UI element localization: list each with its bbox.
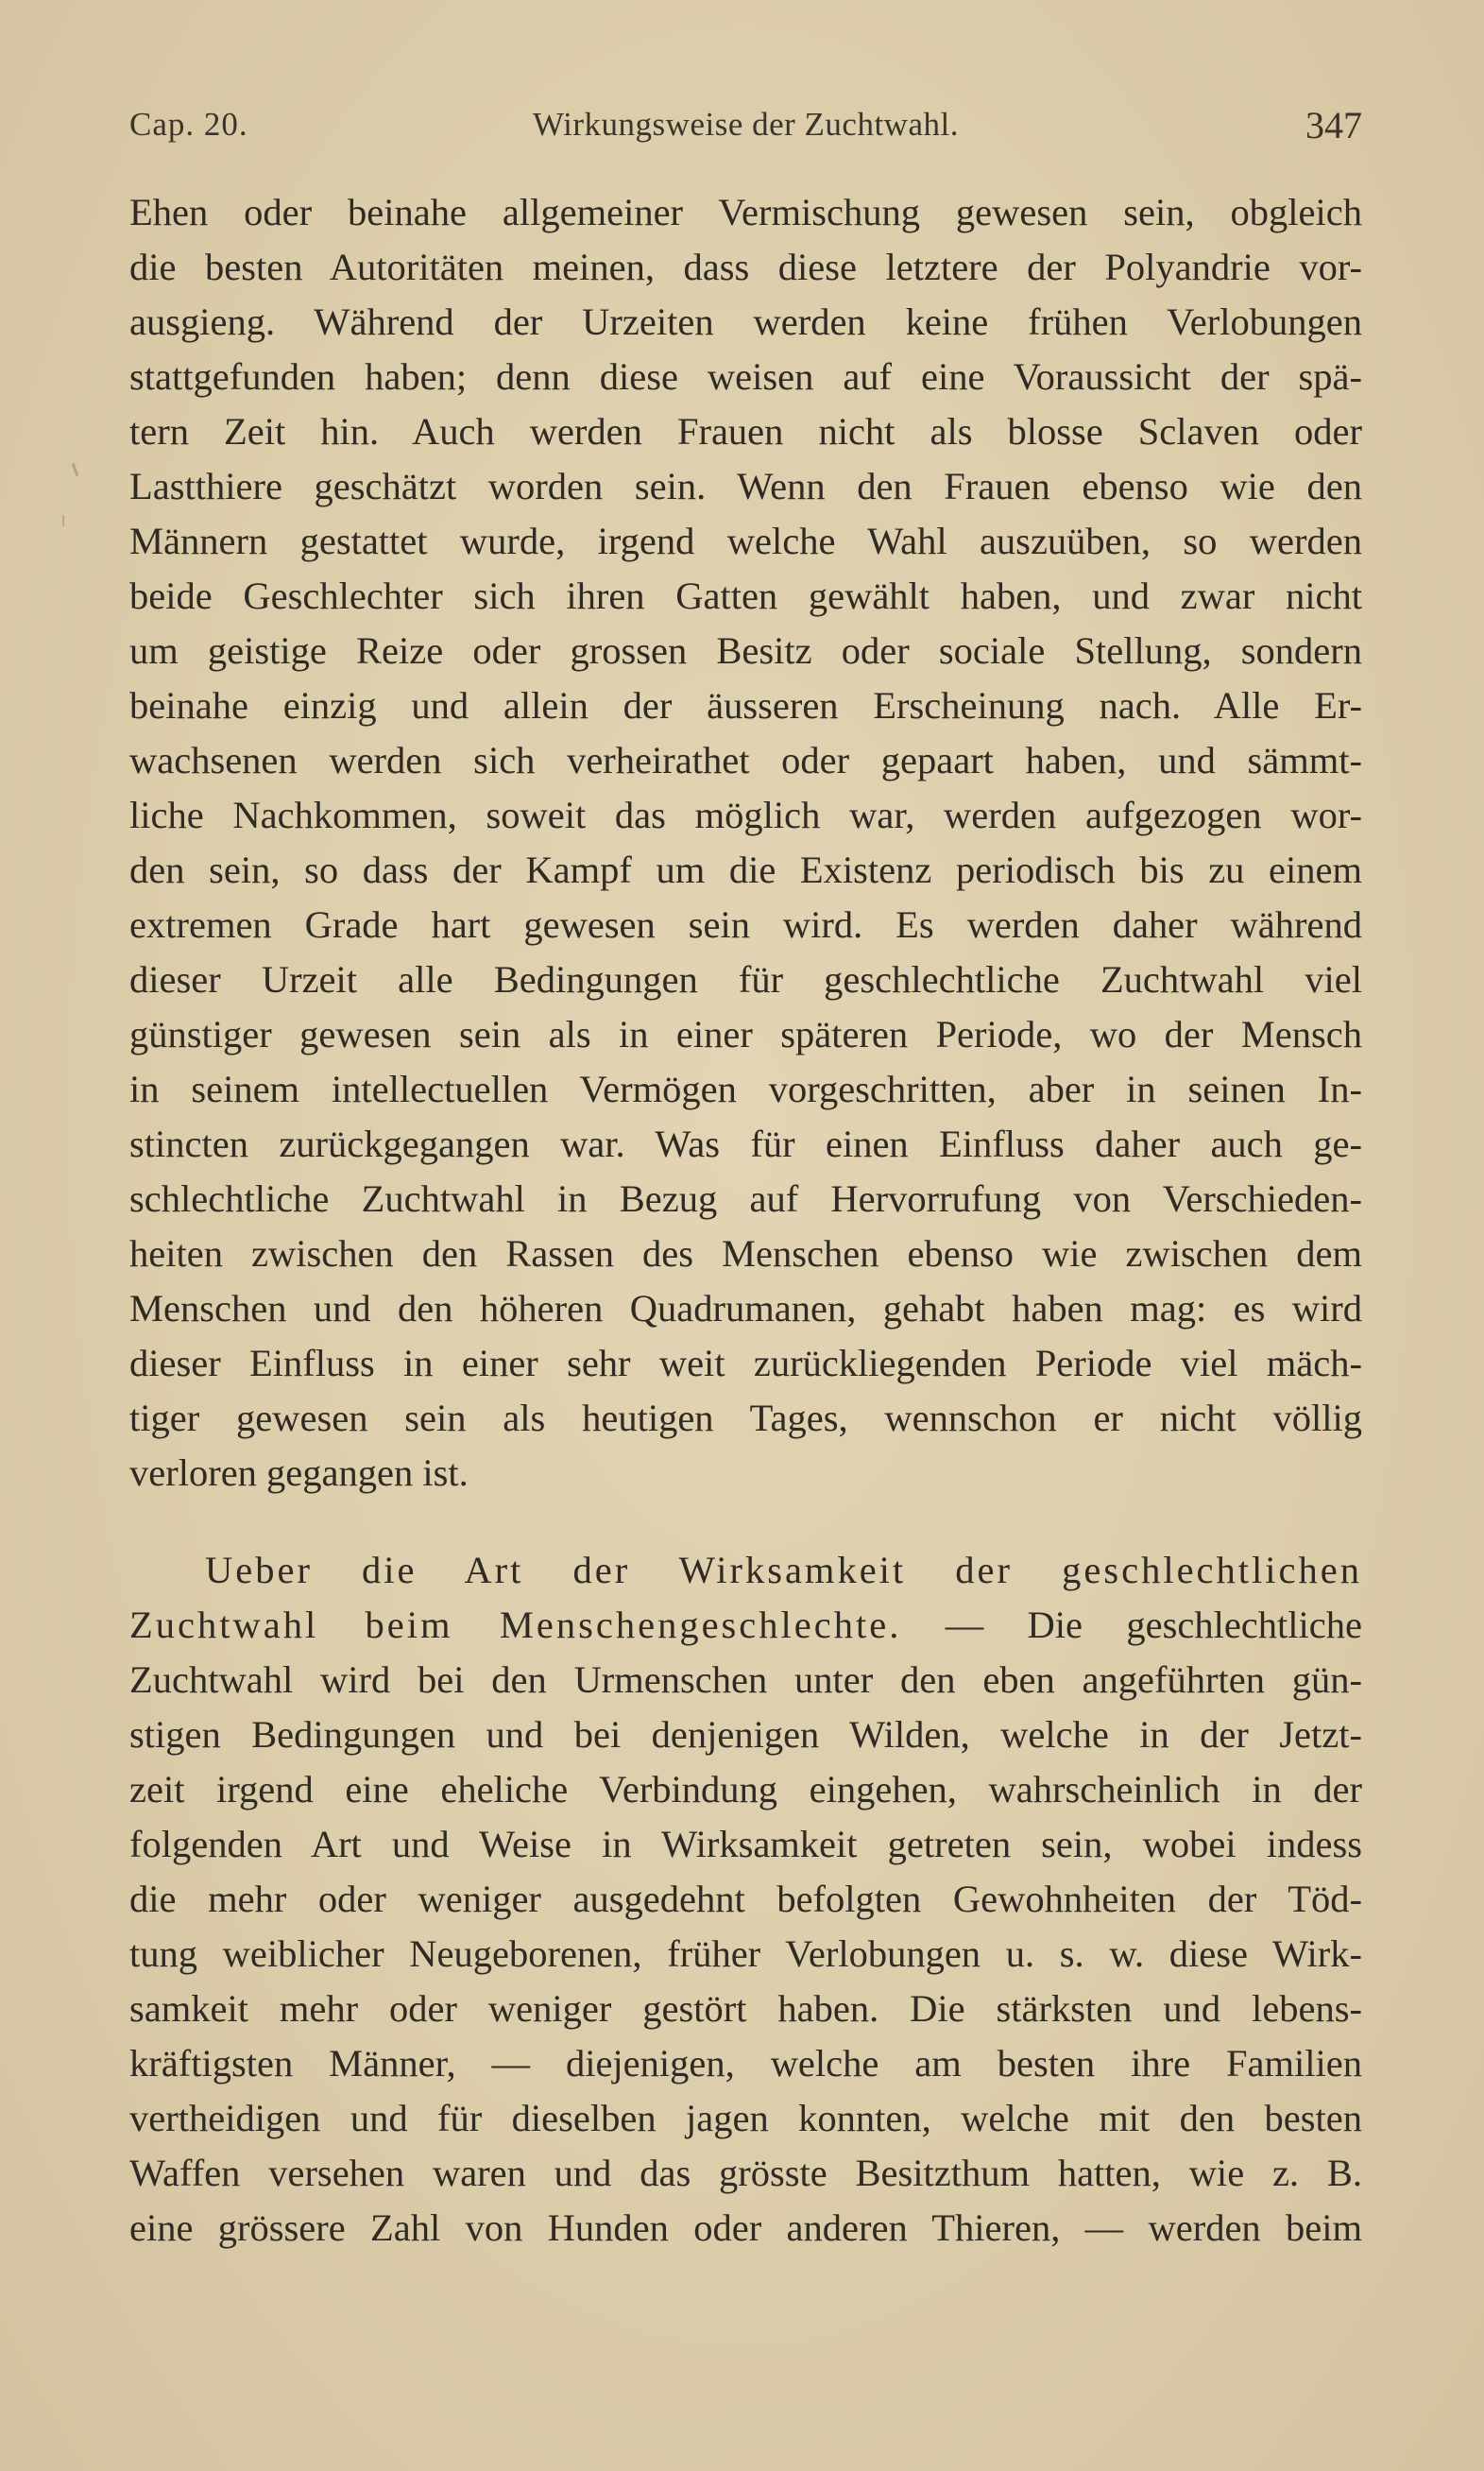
text-line: stigen Bedingungen und bei denjenigen Wilden, welche in der Jetzt- xyxy=(129,1713,1362,1756)
text-line: stincten zurückgegangen war. Was für einen Einfluss daher auch ge- xyxy=(129,1123,1362,1165)
paper-blemish xyxy=(72,463,79,476)
text-line: kräftigsten Männer, — diejenigen, welche am besten ihre Familien xyxy=(129,2042,1362,2085)
text-line: dieser Urzeit alle Bedingungen für geschlechtliche Zuchtwahl viel xyxy=(129,958,1362,1001)
running-title: Wirkungsweise der Zuchtwahl. xyxy=(533,106,959,143)
section-heading-line xyxy=(129,1543,1362,1598)
text-line: Menschen und den höheren Quadrumanen, gehabt haben mag: es wird xyxy=(129,1287,1362,1330)
text-line: wachsenen werden sich verheirathet oder gepaart haben, und sämmt- xyxy=(129,739,1362,781)
text-line: Zuchtwahl wird bei den Urmenschen unter den eben angeführten gün- xyxy=(129,1658,1362,1701)
text-line: Ehen oder beinahe allgemeiner Vermischung gewesen sein, obgleich xyxy=(129,191,1362,233)
text-line: Waffen versehen waren und das grösste Besitzthum hatten, wie z. B. xyxy=(129,2152,1362,2194)
text-line: um geistige Reize oder grossen Besitz oder sociale Stellung, sondern xyxy=(129,629,1362,672)
text-line: verloren gegangen ist. xyxy=(129,1451,469,1494)
text-line-continuation: — Die geschlechtliche xyxy=(901,1604,1362,1646)
text-line: zeit irgend eine eheliche Verbindung eingehen, wahrscheinlich in der xyxy=(129,1768,1362,1810)
paragraph-1 xyxy=(129,185,1362,1501)
text-line: Männern gestattet wurde, irgend welche Wahl auszuüben, so werden xyxy=(129,520,1362,562)
text-line: samkeit mehr oder weniger gestört haben. Die stärksten und lebens- xyxy=(129,1987,1362,2030)
text-line: tung weiblicher Neugeborenen, früher Verlobungen u. s. w. diese Wirk- xyxy=(129,1932,1362,1975)
text-line: folgenden Art und Weise in Wirksamkeit getreten sein, wobei indess xyxy=(129,1823,1362,1865)
text-line: die besten Autoritäten meinen, dass diese letztere der Polyandrie vor- xyxy=(129,246,1362,288)
section-heading-part-1: Ueber die Art der Wirksamkeit der geschlechtlichen xyxy=(205,1549,1362,1591)
chapter-label: Cap. 20. xyxy=(129,106,248,143)
text-line: Lastthiere geschätzt worden sein. Wenn den Frauen ebenso wie den xyxy=(129,465,1362,507)
text-line: beinahe einzig und allein der äusseren Erscheinung nach. Alle Er- xyxy=(129,684,1362,727)
paper-blemish xyxy=(62,515,64,526)
text-line: eine grössere Zahl von Hunden oder anderen Thieren, — werden beim xyxy=(129,2206,1362,2249)
text-line: vertheidigen und für dieselben jagen konnten, welche mit den besten xyxy=(129,2097,1362,2139)
section-heading-part-2: Zuchtwahl beim Menschengeschlechte. xyxy=(129,1604,902,1646)
paragraph-2 xyxy=(129,1543,1362,2256)
text-line: tern Zeit hin. Auch werden Frauen nicht als blosse Sclaven oder xyxy=(129,410,1362,453)
text-line: stattgefunden haben; denn diese weisen auf eine Voraussicht der spä- xyxy=(129,355,1362,398)
text-line: extremen Grade hart gewesen sein wird. Es werden daher während xyxy=(129,903,1362,946)
page-number: 347 xyxy=(1305,104,1362,146)
text-line: günstiger gewesen sein als in einer späteren Periode, wo der Mensch xyxy=(129,1013,1362,1055)
section-heading-line xyxy=(129,1598,1362,1653)
running-header xyxy=(129,106,1362,163)
text-line: tiger gewesen sein als heutigen Tages, wennschon er nicht völlig xyxy=(129,1397,1362,1439)
text-line: die mehr oder weniger ausgedehnt befolgten Gewohnheiten der Töd- xyxy=(129,1878,1362,1920)
text-line: in seinem intellectuellen Vermögen vorgeschritten, aber in seinen In- xyxy=(129,1068,1362,1110)
text-line: dieser Einfluss in einer sehr weit zurückliegenden Periode viel mäch- xyxy=(129,1342,1362,1384)
text-line: liche Nachkommen, soweit das möglich war, werden aufgezogen wor- xyxy=(129,794,1362,836)
text-line: schlechtliche Zuchtwahl in Bezug auf Hervorrufung von Verschieden- xyxy=(129,1177,1362,1220)
text-line: heiten zwischen den Rassen des Menschen ebenso wie zwischen dem xyxy=(129,1232,1362,1275)
text-line: beide Geschlechter sich ihren Gatten gewählt haben, und zwar nicht xyxy=(129,575,1362,617)
text-line: ausgieng. Während der Urzeiten werden keine frühen Verlobungen xyxy=(129,300,1362,343)
text-line: den sein, so dass der Kampf um die Existenz periodisch bis zu einem xyxy=(129,849,1362,891)
